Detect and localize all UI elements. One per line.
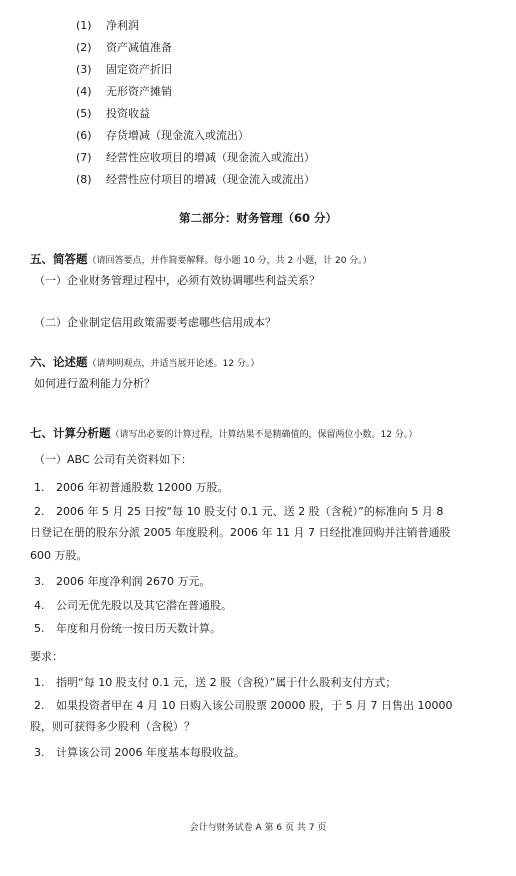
q7-heading: 七、计算分析题（请写出必要的计算过程，计算结果不是精确值的，保留两位小数。12 分。）	[30, 426, 418, 440]
q7-data-item-2: 2. 2006 年 5 月 25 日按“每 10 股支付 0.1 元、送 2 股（含税）”的标准向 5 月 8	[34, 505, 444, 518]
requirement-item-2-cont: 股，则可获得多少股利（含税）？	[30, 720, 195, 733]
list-item: (2) 资产减值准备	[76, 41, 172, 54]
list-item: (4) 无形资产摊销	[76, 85, 172, 98]
list-item: (1) 净利润	[76, 19, 139, 32]
q5-sub-question-1: （一）企业财务管理过程中，必须有效协调哪些利益关系？	[34, 274, 320, 287]
part-title: 第二部分：财务管理（60 分）	[178, 211, 337, 225]
requirement-item-3: 3. 计算该公司 2006 年度基本每股收益。	[34, 746, 245, 759]
page-footer: 会计与财务试卷 A 第 6 页 共 7 页	[189, 823, 327, 833]
list-item: (3) 固定资产折旧	[76, 63, 172, 76]
q5-heading: 五、简答题（请回答要点，并作简要解释。每小题 10 分，共 2 小题，计 20 分。）	[30, 252, 372, 266]
q6-question: 如何进行盈利能力分析？	[34, 377, 155, 390]
requirement-item-1: 1. 指明“每 10 股支付 0.1 元，送 2 股（含税）”属于什么股利支付方式；	[34, 676, 397, 689]
q6-heading: 六、论述题（请判明观点，并适当展开论述。12 分。）	[30, 355, 260, 369]
q7-data-item-2-cont: 日登记在册的股东分派 2005 年度股利。2006 年 11 月 7 日经批准回购并注销普通股	[30, 526, 451, 539]
requirements-label: 要求：	[30, 650, 63, 663]
q7-data-item-1: 1. 2006 年初普通股数 12000 万股。	[34, 481, 229, 494]
list-item: (8) 经营性应付项目的增减（现金流入或流出）	[76, 173, 315, 186]
q7-data-item-4: 4. 公司无优先股以及其它潜在普通股。	[34, 599, 232, 612]
list-item: (6) 存货增减（现金流入或流出）	[76, 129, 249, 142]
list-item: (5) 投资收益	[76, 107, 150, 120]
list-item: (7) 经营性应收项目的增减（现金流入或流出）	[76, 151, 315, 164]
q7-data-item-3: 3. 2006 年度净利润 2670 万元。	[34, 575, 211, 588]
q5-sub-question-2: （二）企业制定信用政策需要考虑哪些信用成本？	[34, 316, 276, 329]
q7-data-item-5: 5. 年度和月份统一按日历天数计算。	[34, 622, 221, 635]
requirement-item-2: 2. 如果投资者甲在 4 月 10 日购入该公司股票 20000 股，于 5 月 7 日售出 10000	[34, 699, 453, 712]
q7-data-item-2-cont: 600 万股。	[30, 549, 88, 562]
q7-intro: （一）ABC 公司有关资料如下：	[34, 453, 193, 466]
